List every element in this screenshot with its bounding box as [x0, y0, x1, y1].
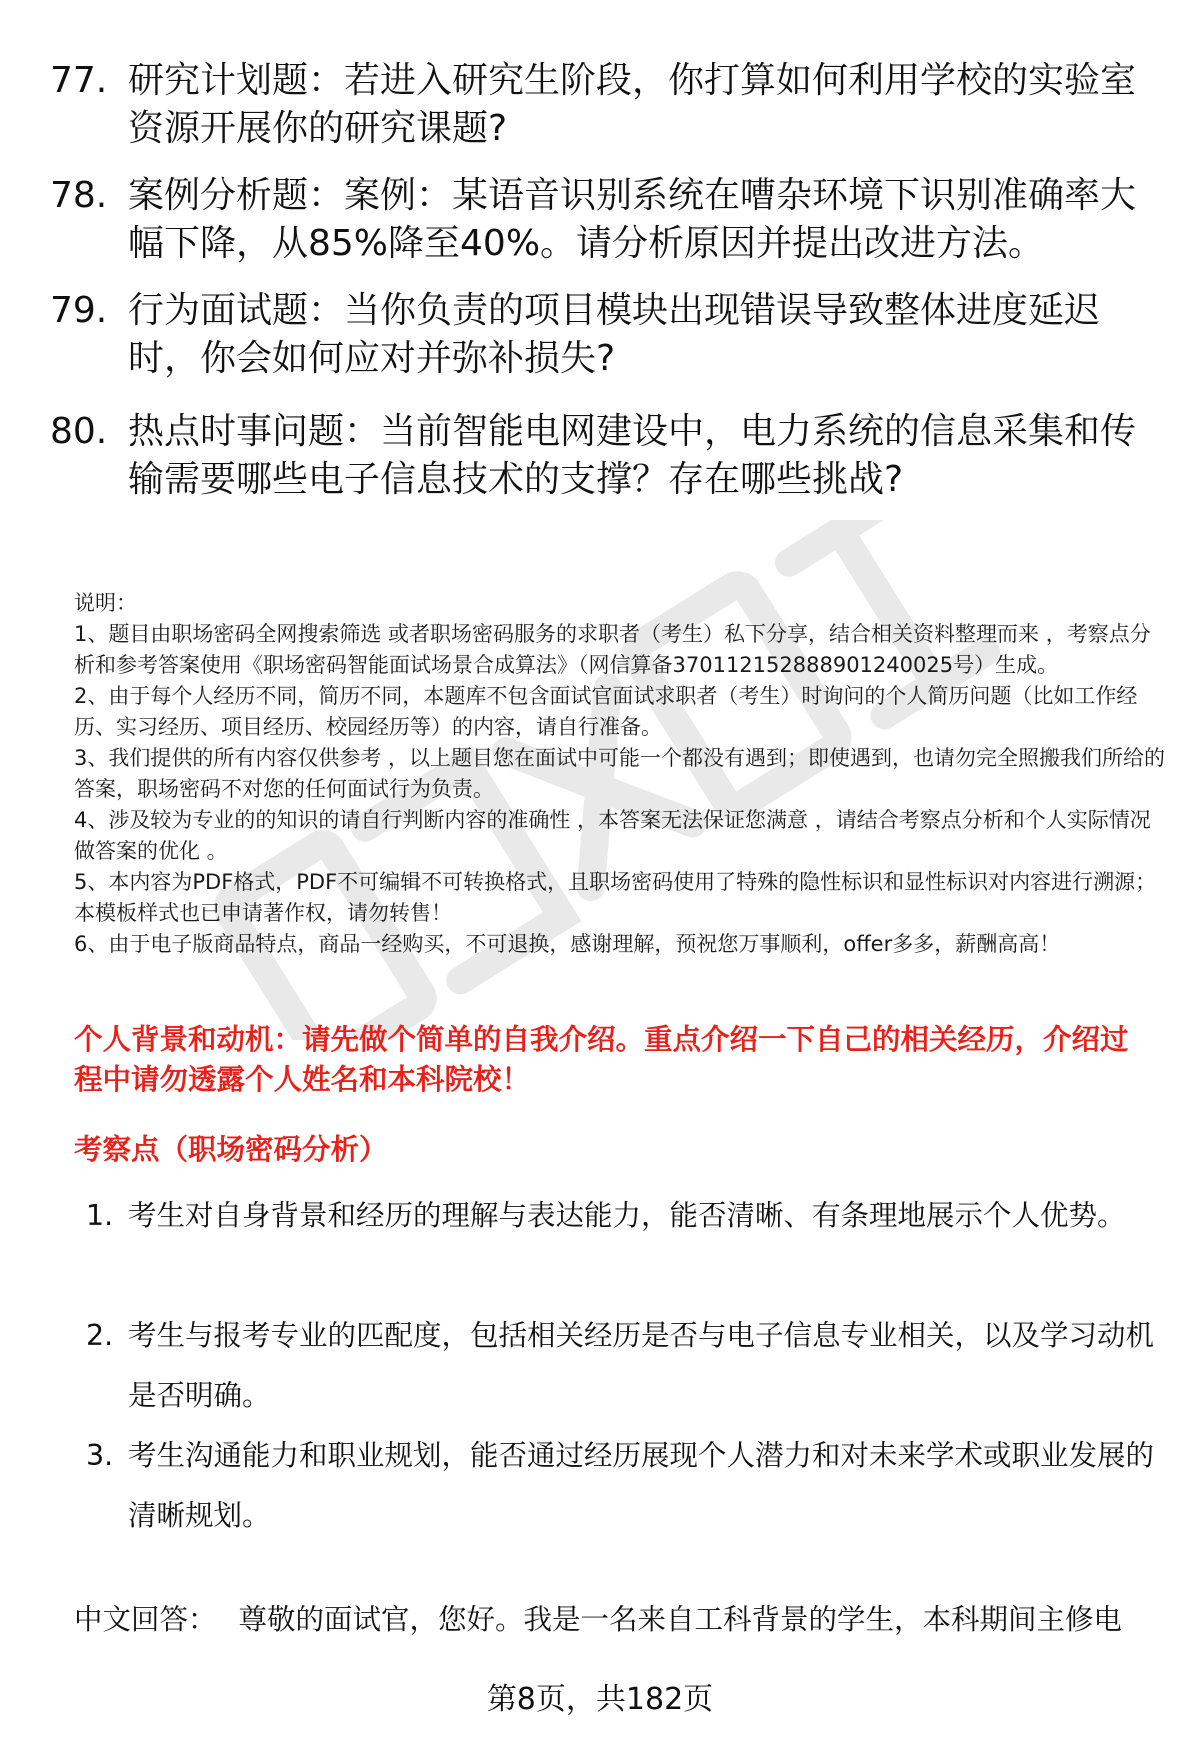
note-item: 4、涉及较为专业的的知识的请自行判断内容的准确性 ，本答案无法保证您满意 ，请结合考察点分析和个人实际情况做答案的优化 。: [74, 808, 1151, 863]
list-item: [74, 1186, 1154, 1306]
note-item: 5、本内容为PDF格式，PDF不可编辑不可转换格式，且职场密码使用了特殊的隐性标识和显性标识对内容进行溯源；本模板样式也已申请著作权，请勿转售！: [74, 870, 1157, 925]
point-number: 1.: [86, 1199, 114, 1232]
point-text: 考生沟通能力和职业规划，能否通过经历展现个人潜力和对未来学术或职业发展的清晰规划。: [128, 1439, 1155, 1532]
assessment-points: [74, 1186, 1154, 1546]
point-number: 2.: [86, 1319, 114, 1352]
page-number: 第8页，共182页: [486, 1682, 714, 1717]
point-text: 考生对自身背景和经历的理解与表达能力，能否清晰、有条理地展示个人优势。: [128, 1199, 1126, 1232]
list-item: [74, 1306, 1154, 1426]
disclaimer-notes: [74, 588, 1166, 960]
question-text: 行为面试题：当你负责的项目模块出现错误导致整体进度延迟时，你会如何应对并弥补损失?: [128, 290, 1101, 379]
question-number: 77.: [50, 60, 108, 101]
question-number: 79.: [50, 290, 108, 331]
note-item: 6、由于电子版商品特点，商品一经购买，不可退换，感谢理解，预祝您万事顺利，offer多多，薪酬高高！: [74, 932, 1061, 956]
answer-text: 尊敬的面试官，您好。我是一名来自工科背景的学生，本科期间主修电: [238, 1603, 1123, 1636]
notes-title: 说明：: [74, 591, 137, 615]
list-item: [74, 1426, 1154, 1546]
section-heading: 个人背景和动机：请先做个简单的自我介绍。重点介绍一下自己的相关经历，介绍过程中请勿透露个人姓名和本科院校！: [74, 1023, 1129, 1096]
answer-paragraph: [74, 1600, 1164, 1640]
point-number: 3.: [86, 1439, 114, 1472]
answer-label: 中文回答：: [74, 1603, 217, 1636]
note-item: 1、题目由职场密码全网搜索筛选 或者职场密码服务的求职者（考生）私下分享，结合相关资料整理而来 ，考察点分析和参考答案使用《职场密码智能面试场景合成算法》（网信算备370112152888901240025号）生成。: [74, 622, 1151, 677]
section-subheading: 考察点（职场密码分析）: [74, 1133, 388, 1166]
point-text: 考生与报考专业的匹配度，包括相关经历是否与电子信息专业相关，以及学习动机是否明确。: [128, 1319, 1155, 1412]
question-text: 研究计划题：若进入研究生阶段，你打算如何利用学校的实验室资源开展你的研究课题?: [128, 60, 1137, 149]
note-item: 3、我们提供的所有内容仅供参考 ，以上题目您在面试中可能一个都没有遇到；即使遇到，也请勿完全照搬我们所给的答案，职场密码不对您的任何面试行为负责。: [74, 746, 1166, 801]
question-text: 热点时事问题：当前智能电网建设中，电力系统的信息采集和传输需要哪些电子信息技术的支撑？存在哪些挑战?: [128, 411, 1137, 500]
note-item: 2、由于每个人经历不同，简历不同，本题库不包含面试官面试求职者（考生）时询问的个人简历问题（比如工作经历、实习经历、项目经历、校园经历等）的内容，请自行准备。: [74, 684, 1138, 739]
question-number: 80.: [50, 411, 108, 452]
question-text: 案例分析题：案例：某语音识别系统在嘈杂环境下识别准确率大幅下降，从85%降至40%。请分析原因并提出改进方法。: [128, 175, 1137, 264]
question-number: 78.: [50, 175, 108, 216]
